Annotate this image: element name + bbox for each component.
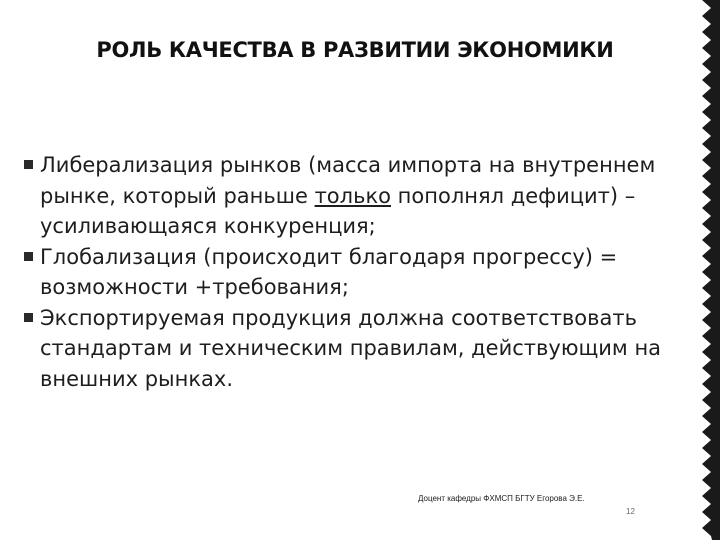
bullet-text: Глобализация (происходит благодаря прогрессу) = возможности +требования; bbox=[40, 244, 618, 299]
footer-author: Доцент кафедры ФХМСП БГТУ Егорова Э.Е. bbox=[418, 494, 585, 503]
square-bullet-icon bbox=[24, 313, 33, 322]
bullet-text-part: Либерализация рынков (масса импорта на внутреннем рынке, который раньше bbox=[40, 153, 656, 208]
slide-title: РОЛЬ КАЧЕСТВА В РАЗВИТИИ ЭКОНОМИКИ bbox=[96, 38, 614, 62]
bullet-item bbox=[18, 303, 678, 395]
bullet-text: Экспортируемая продукция должна соответствовать стандартам и техническим правилам, действующим на внешних рынках. bbox=[40, 305, 662, 391]
square-bullet-icon bbox=[24, 160, 33, 169]
bullet-item bbox=[18, 150, 678, 242]
bullet-list bbox=[18, 150, 678, 394]
bullet-text-part: пополнял дефицит) – усиливающаяся конкуренция; bbox=[40, 183, 636, 238]
square-bullet-icon bbox=[24, 252, 33, 261]
underlined-word: только bbox=[314, 183, 391, 208]
bullet-item bbox=[18, 242, 678, 303]
edge-zigzag-decoration bbox=[680, 0, 720, 540]
slide-number: 12 bbox=[626, 507, 635, 516]
